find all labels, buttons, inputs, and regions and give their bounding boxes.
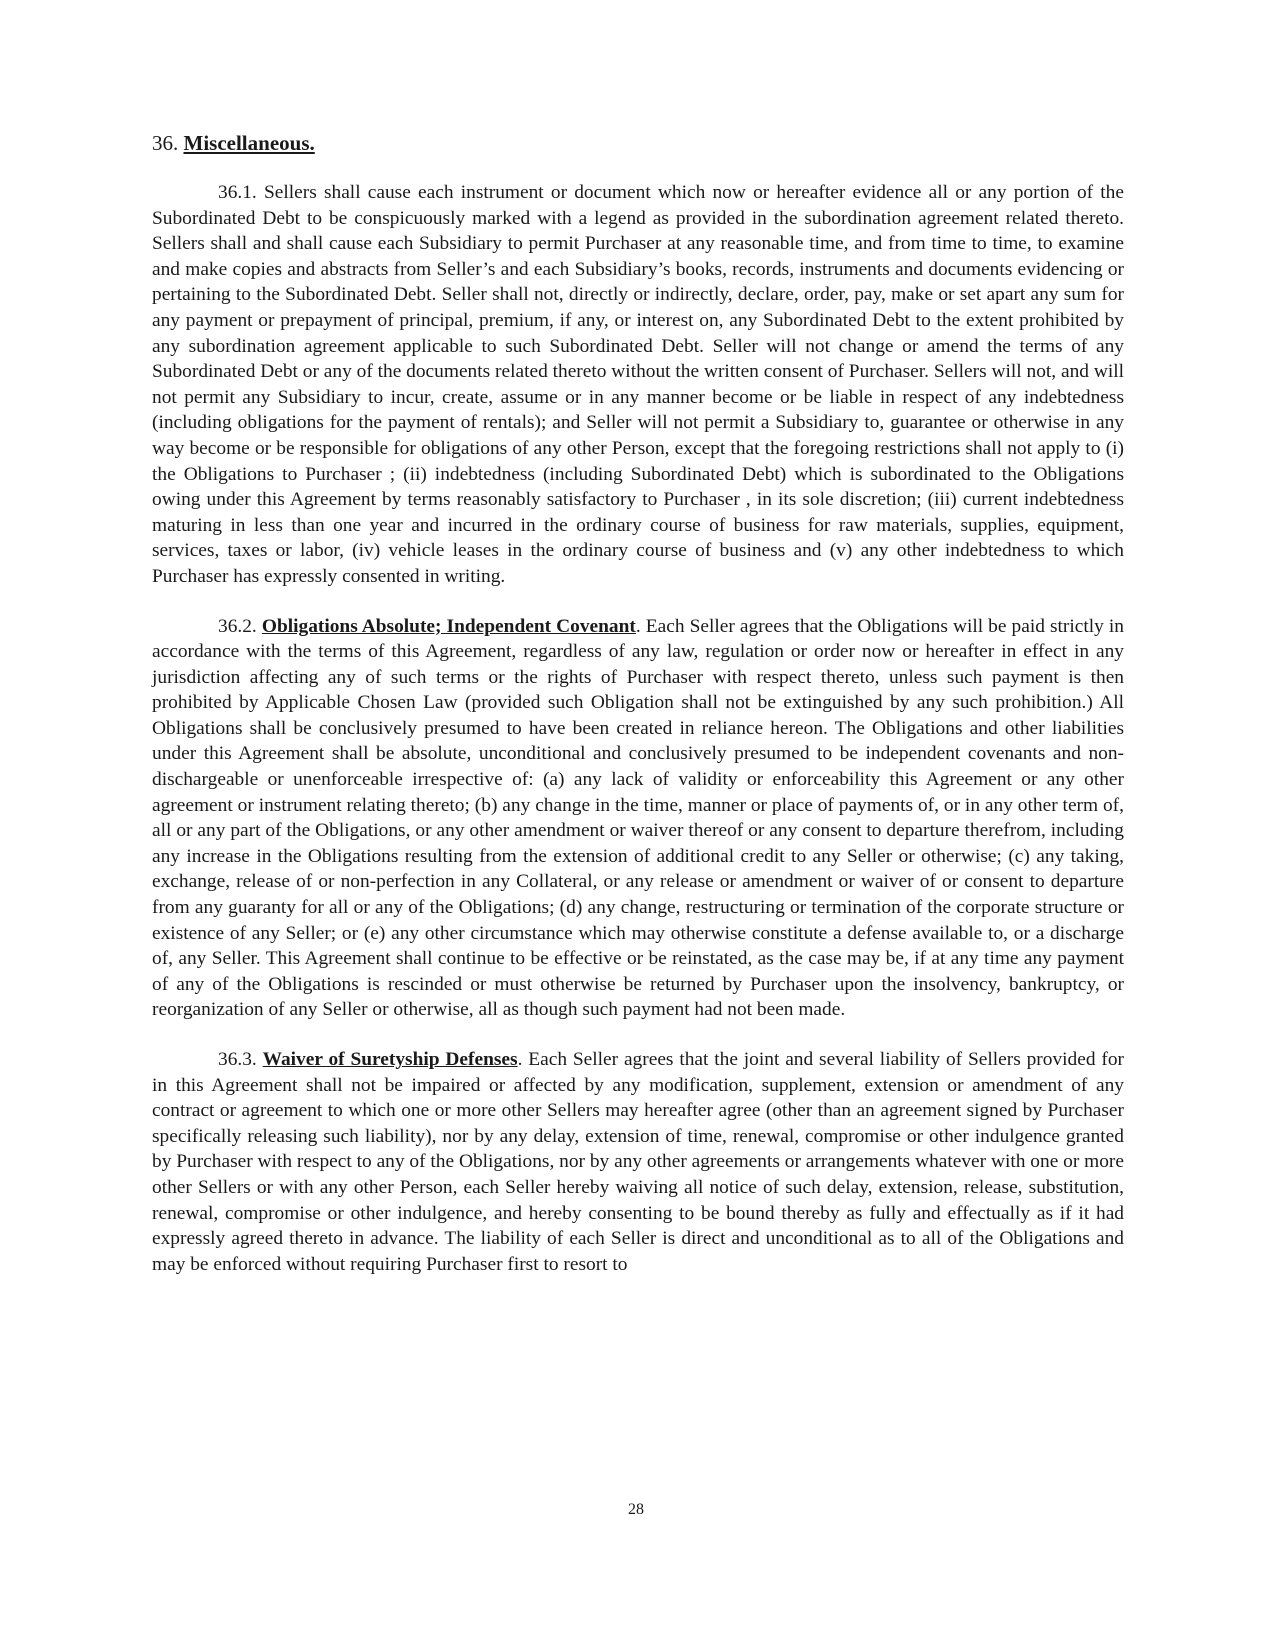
paragraph-number: 36.1. — [218, 182, 257, 203]
section-heading — [152, 130, 1124, 156]
paragraph-text: . Each Seller agrees that the Obligations will be paid strictly in accordance with the terms of this Agreement, regardless of any law, regulation or order now or hereafter in effect in any jurisdiction affecting any of such terms or the rights of Purchaser with respect thereto, unless such payment is then prohibited by Applicable Chosen Law (provided such Obligation shall not be extinguished by any such prohibition.) All Obligations shall be conclusively presumed to have been created in reliance hereon. The Obligations and other liabilities under this Agreement shall be absolute, unconditional and conclusively presumed to be independent covenants and non-dischargeable or unenforceable irrespective of: (a) any lack of validity or enforceability this Agreement or any other agreement or instrument relating thereto; (b) any change in the time, manner or place of payments of, or in any other term of, all or any part of the Obligations, or any other amendment or waiver thereof or any consent to departure therefrom, including any increase in the Obligations resulting from the extension of additional credit to any Seller or otherwise; (c) any taking, exchange, release of or non-perfection in any Collateral, or any release or amendment or waiver of or consent to departure from any guaranty for all or any of the Obligations; (d) any change, restructuring or termination of the corporate structure or existence of any Seller; or (e) any other circumstance which may otherwise constitute a defense available to, or a discharge of, any Seller. This Agreement shall continue to be effective or be reinstated, as the case may be, if at any time any payment of any of the Obligations is rescinded or must otherwise be returned by Purchaser upon the insolvency, bankruptcy, or reorganization of any Seller or otherwise, all as though such payment had not been made. — [152, 615, 1124, 1021]
paragraph-36-2 — [152, 614, 1124, 1024]
paragraph-number: 36.2. — [218, 615, 257, 637]
section-title: Miscellaneous. — [183, 131, 315, 155]
paragraph-36-1 — [152, 180, 1124, 590]
paragraph-36-3 — [152, 1047, 1124, 1277]
paragraph-text: Sellers shall cause each instrument or document which now or hereafter evidence all or any portion of the Subordinated Debt to be conspicuously marked with a legend as provided in the subordination agreement related thereto. Sellers shall and shall cause each Subsidiary to permit Purchaser at any reasonable time, and from time to time, to examine and make copies and abstracts from Seller’s and each Subsidiary’s books, records, instruments and documents evidencing or pertaining to the Subordinated Debt. Seller shall not, directly or indirectly, declare, order, pay, make or set apart any sum for any payment or prepayment of principal, premium, if any, or interest on, any Subordinated Debt to the extent prohibited by any subordination agreement applicable to such Subordinated Debt. Seller will not change or amend the terms of any Subordinated Debt or any of the documents related thereto without the written consent of Purchaser. Sellers will not, and will not permit any Subsidiary to incur, create, assume or in any manner become or be liable in respect of any indebtedness (including obligations for the payment of rentals); and Seller will not permit a Subsidiary to, guarantee or otherwise in any way become or be responsible for obligations of any other Person, except that the foregoing restrictions shall not apply to (i) the Obligations to Purchaser ; (ii) indebtedness (including Subordinated Debt) which is subordinated to the Obligations owing under this Agreement by terms reasonably satisfactory to Purchaser , in its sole discretion; (iii) current indebtedness maturing in less than one year and incurred in the ordinary course of business for raw materials, supplies, equipment, services, taxes or labor, (iv) vehicle leases in the ordinary course of business and (v) any other indebtedness to which Purchaser has expressly consented in writing. — [152, 182, 1124, 587]
document-page — [152, 130, 1124, 1301]
page-number: 28 — [628, 1501, 644, 1518]
paragraph-text: . Each Seller agrees that the joint and several liability of Sellers provided for in this Agreement shall not be impaired or affected by any modification, supplement, extension or amendment of any contract or agreement to which one or more other Sellers may hereafter agree (other than an agreement signed by Purchaser specifically releasing such liability), nor by any delay, extension of time, renewal, compromise or other indulgence granted by Purchaser with respect to any of the Obligations, nor by any other agreements or arrangements whatever with one or more other Sellers or with any other Person, each Seller hereby waiving all notice of such delay, extension, release, substitution, renewal, compromise or other indulgence, and hereby consenting to be bound thereby as fully and effectually as if it had expressly agreed thereto in advance. The liability of each Seller is direct and unconditional as to all of the Obligations and may be enforced without requiring Purchaser first to resort to — [152, 1049, 1124, 1275]
paragraph-title: Waiver of Suretyship Defenses — [262, 1049, 518, 1070]
paragraph-title: Obligations Absolute; Independent Covenant — [261, 615, 636, 637]
paragraph-number: 36.3. — [218, 1049, 257, 1070]
section-number: 36. — [152, 131, 179, 155]
